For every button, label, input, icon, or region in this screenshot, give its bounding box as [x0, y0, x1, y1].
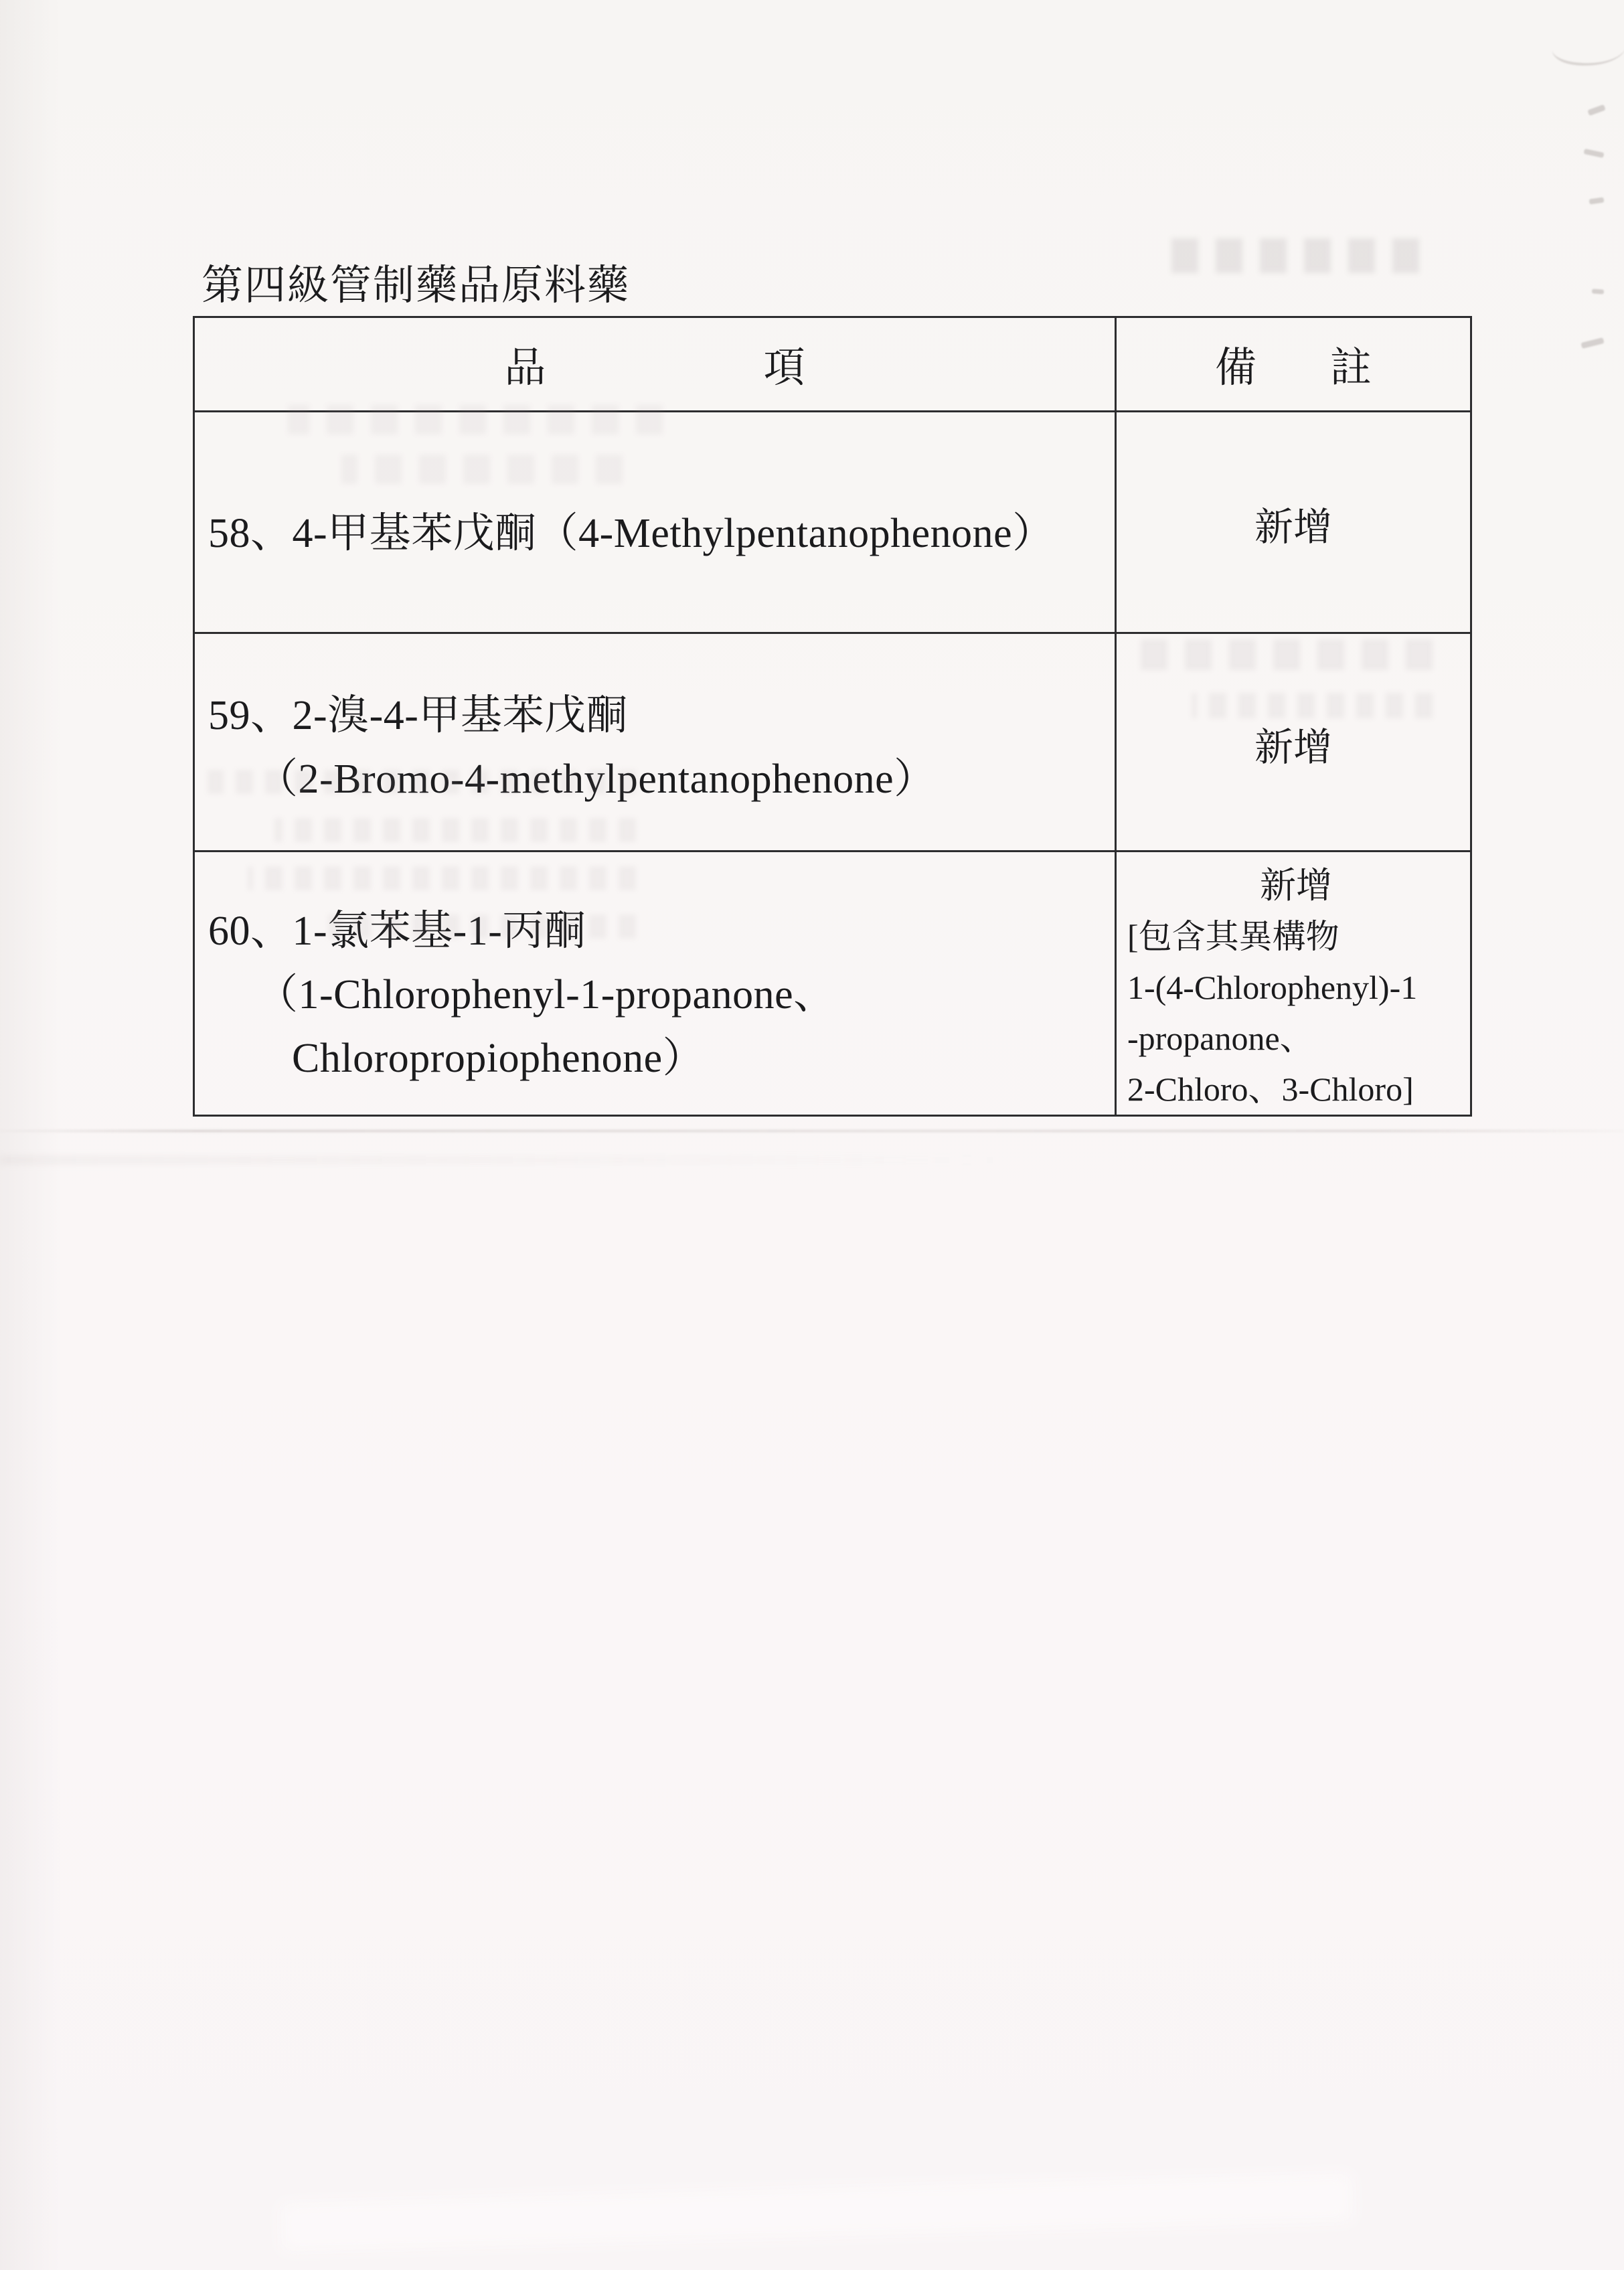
- table-row-58: [195, 410, 1470, 633]
- remark-text: 2-Chloro、3-Chloro]: [1127, 1070, 1414, 1108]
- scan-shading-band: [280, 2174, 1352, 2251]
- remark-text: -propanone、: [1127, 1020, 1313, 1057]
- remark-text: [包含其異構物: [1127, 918, 1339, 955]
- table-row-60: [195, 850, 1470, 1115]
- column-header-item: [195, 318, 1117, 410]
- item-cell-59: [195, 634, 1117, 850]
- bleedthrough-mark: [1158, 238, 1419, 273]
- item-cell-60: [195, 852, 1117, 1115]
- scan-artifact-mark: [1550, 22, 1624, 72]
- scan-artifact-mark: [1592, 289, 1604, 294]
- column-header-item-char-1: 品: [504, 345, 546, 392]
- remark-text: 新增: [1254, 725, 1332, 769]
- table-header-row: [195, 318, 1470, 410]
- item-cell-58: [195, 412, 1117, 633]
- remark-cell-58: [1117, 412, 1470, 633]
- substances-table: [193, 316, 1472, 1117]
- item-text: （1-Chlorophenyl-1-propanone、: [256, 971, 835, 1018]
- remark-text: 1-(4-Chlorophenyl)-1: [1127, 969, 1418, 1006]
- scan-crease-shadow: [0, 1157, 1004, 1163]
- item-text: 59、2-溴-4-甲基苯戊酮: [208, 692, 628, 738]
- scan-artifact-mark: [1583, 149, 1604, 158]
- item-text: 58、4-甲基苯戊酮（4-Methylpentanophenone）: [208, 510, 1054, 556]
- scan-artifact-mark: [1587, 104, 1606, 116]
- scan-artifact-mark: [1580, 337, 1604, 349]
- column-header-remark: [1117, 318, 1470, 410]
- table-row-59: [195, 632, 1470, 850]
- remark-cell-60: [1117, 852, 1470, 1115]
- column-header-remark-char-2: 註: [1330, 345, 1372, 392]
- remark-cell-59: [1117, 634, 1470, 850]
- column-header-item-char-2: 項: [763, 345, 805, 392]
- remark-text: 新增: [1254, 505, 1332, 550]
- scan-crease-line: [0, 1130, 1624, 1132]
- remark-text: 新增: [1260, 866, 1332, 906]
- column-header-remark-char-1: 備: [1214, 345, 1256, 392]
- page-title: 第四級管制藥品原料藥: [201, 263, 631, 309]
- item-text: 60、1-氯苯基-1-丙酮: [208, 908, 586, 954]
- item-text: Chloropropiophenone）: [292, 1035, 705, 1081]
- item-text: （2-Bromo-4-methylpentanophenone）: [256, 756, 936, 802]
- scan-artifact-mark: [1589, 197, 1605, 205]
